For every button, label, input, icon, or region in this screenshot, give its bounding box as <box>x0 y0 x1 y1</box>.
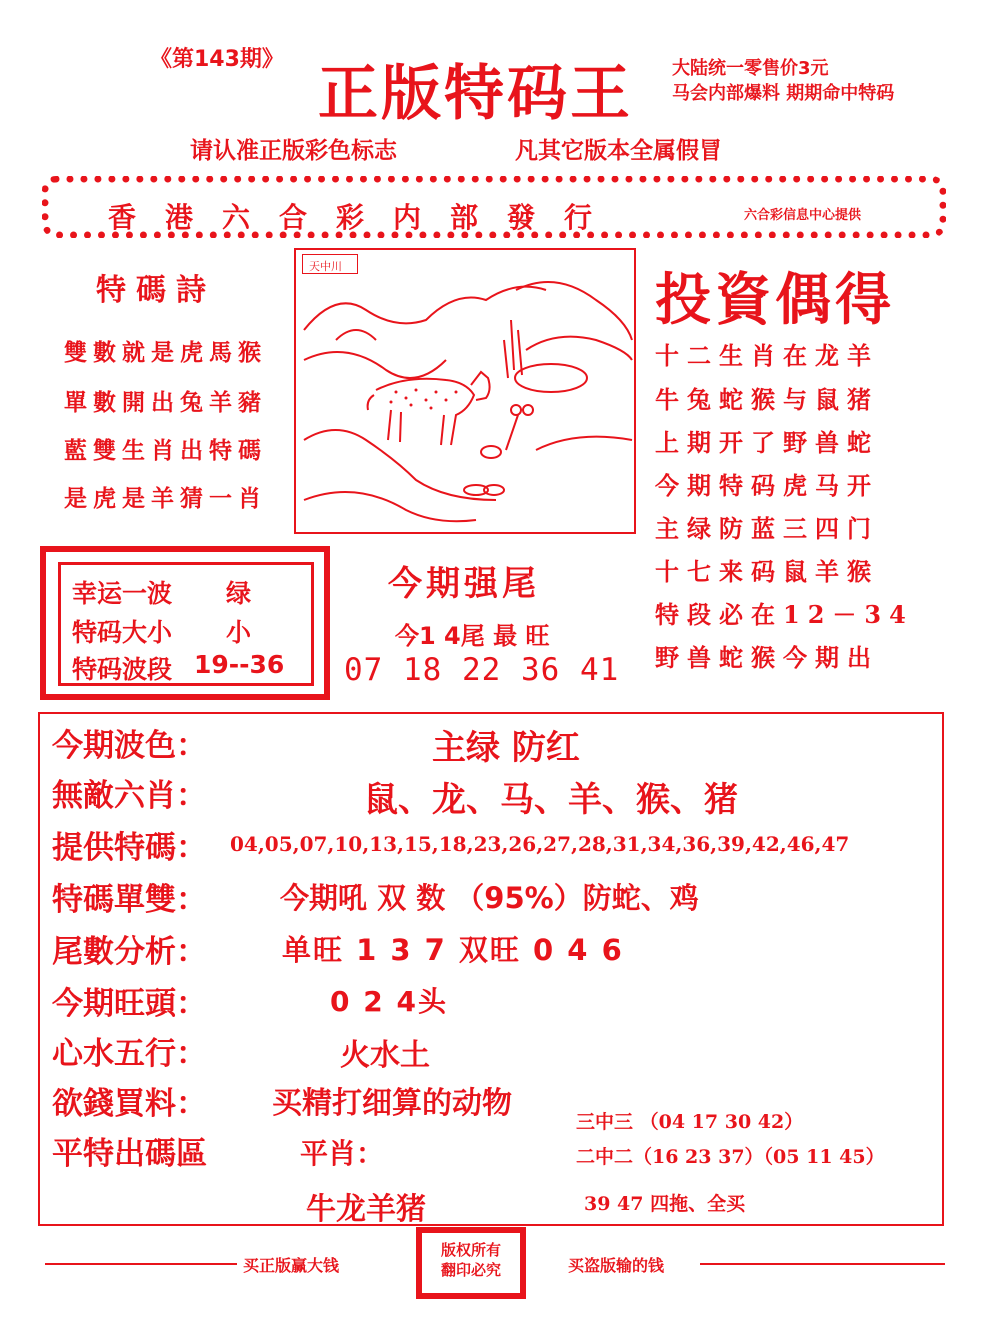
lucky-value: 19--36 <box>194 650 285 679</box>
price-info <box>672 56 894 106</box>
illustration-frame <box>294 248 636 534</box>
six-zodiac-label: 無敵六肖： <box>52 778 207 814</box>
wave-value: 主绿 防红 <box>432 728 580 768</box>
invest-line: 上期开了野兽蛇 <box>655 428 879 457</box>
tail-analysis-value: 单旺 1 3 7 双旺 0 4 6 <box>282 933 624 967</box>
odd-even-value: 今期吼 双 数 （95%）防蛇、鸡 <box>280 881 699 915</box>
invest-title: 投資偶得 <box>655 267 895 333</box>
landscape-illustration <box>296 250 634 532</box>
tail-numbers: 07 18 22 36 41 <box>344 652 620 688</box>
element-label: 心水五行： <box>52 1036 207 1072</box>
poem-line: 藍雙生肖出特碼 <box>64 437 267 464</box>
tail-title: 今期强尾 <box>388 564 540 604</box>
issue-number: 《第143期》 <box>150 47 284 72</box>
tail-analysis-label: 尾數分析： <box>52 934 207 970</box>
special-code-label: 提供特碼： <box>52 830 207 866</box>
notice-fake: 凡其它版本全属假冒 <box>515 138 722 164</box>
lucky-label: 幸运一波 <box>72 579 173 608</box>
poem-title: 特碼詩 <box>96 273 216 308</box>
invest-line: 野兽蛇猴今期出 <box>655 643 879 672</box>
combo-drag: 39 47 四拖、全买 <box>584 1193 746 1215</box>
notice-genuine: 请认准正版彩色标志 <box>190 138 397 164</box>
slogan-line: 马会内部爆料 期期命中特码 <box>672 83 895 104</box>
poem-line: 雙數就是虎馬猴 <box>64 339 267 366</box>
odd-even-label: 特碼單雙： <box>52 882 207 918</box>
copyright-line: 翻印必究 <box>440 1261 501 1279</box>
copyright-text <box>416 1240 526 1280</box>
invest-line: 十七来码鼠羊猴 <box>655 557 879 586</box>
buy-value: 买精打细算的动物 <box>272 1086 512 1121</box>
buy-label: 欲錢買料： <box>52 1086 207 1122</box>
six-zodiac-value: 鼠、龙、马、羊、猴、猪 <box>364 780 738 820</box>
poem-line: 是虎是羊猜一肖 <box>64 485 267 512</box>
copyright-line: 版权所有 <box>440 1241 501 1259</box>
lucky-value: 绿 <box>226 579 252 608</box>
banner-subtitle: 六合彩信息中心提供 <box>744 208 862 223</box>
invest-line: 特段必在12－34 <box>655 600 914 629</box>
footer-divider-right <box>700 1263 945 1265</box>
page-title: 正版特码王 <box>318 59 633 129</box>
special-code-value: 04,05,07,10,13,15,18,23,26,27,28,31,34,36,39,42,46,47 <box>230 832 850 856</box>
head-label: 今期旺頭： <box>52 986 207 1022</box>
invest-line: 今期特码虎马开 <box>655 471 879 500</box>
invest-line: 主绿防蓝三四门 <box>655 514 879 543</box>
poem-line: 單數開出兔羊豬 <box>64 389 267 416</box>
lucky-label: 特码大小 <box>72 618 173 647</box>
footer-slogan-left: 买正版赢大钱 <box>243 1256 340 1275</box>
lucky-label: 特码波段 <box>72 655 173 684</box>
banner-title: 香港六合彩内部發行 <box>108 201 622 234</box>
wave-label: 今期波色： <box>52 728 207 764</box>
footer-divider-left <box>45 1263 237 1265</box>
invest-line: 牛兔蛇猴与鼠猪 <box>655 385 879 414</box>
price-line: 大陆统一零售价3元 <box>672 58 829 79</box>
seal-stamp <box>302 254 358 274</box>
flat-zodiac-value: 牛龙羊猪 <box>306 1192 426 1227</box>
lucky-value: 小 <box>226 618 252 647</box>
tail-subtitle: 今1 4尾 最 旺 <box>395 622 550 650</box>
invest-line: 十二生肖在龙羊 <box>655 341 879 370</box>
flat-zodiac-label: 平肖： <box>300 1137 385 1170</box>
combo-two: 二中二（16 23 37）（05 11 45） <box>576 1146 885 1168</box>
combo-three: 三中三 （04 17 30 42） <box>576 1111 804 1133</box>
footer-slogan-right: 买盗版输的钱 <box>568 1256 665 1275</box>
head-value: 0 2 4头 <box>330 985 448 1018</box>
flat-code-label: 平特出碼區 <box>52 1136 207 1172</box>
element-value: 火水土 <box>340 1038 430 1073</box>
seal-text: 天中川 <box>309 260 342 273</box>
deer-figure <box>368 372 490 445</box>
